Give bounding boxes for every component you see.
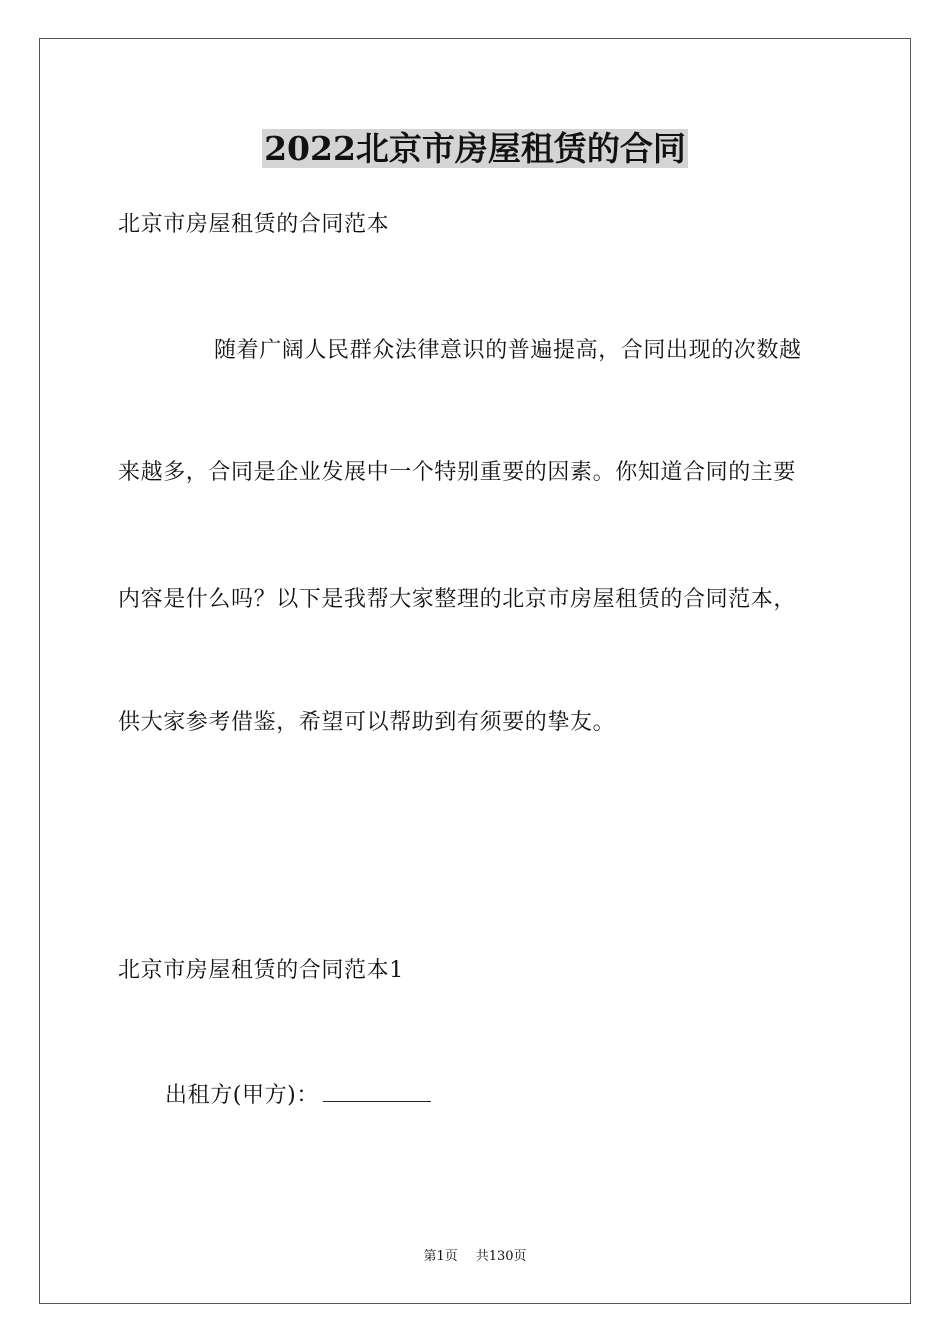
document-subtitle: 北京市房屋租赁的合同范本 — [118, 212, 390, 237]
document-title — [0, 127, 950, 171]
lessor-label: 出租方(甲方)： — [165, 1083, 319, 1108]
intro-line-3: 内容是什么吗？以下是我帮大家整理的北京市房屋租赁的合同范本， — [118, 587, 797, 612]
page-total: 共130页 — [475, 1249, 527, 1264]
page-footer — [0, 1248, 950, 1266]
page-number: 第1页 — [423, 1249, 458, 1264]
section-heading: 北京市房屋租赁的合同范本1 — [118, 958, 404, 983]
document-title-text: 2022北京市房屋租赁的合同 — [264, 129, 686, 168]
intro-line-1: 随着广阔人民群众法律意识的普遍提高，合同出现的次数越 — [214, 338, 802, 363]
intro-line-2: 来越多，合同是企业发展中一个特别重要的因素。你知道合同的主要 — [118, 460, 797, 485]
lessor-blank-field[interactable] — [323, 1081, 431, 1102]
intro-line-4: 供大家参考借鉴，希望可以帮助到有须要的挚友。 — [118, 710, 616, 735]
lessor-line — [165, 1081, 431, 1111]
